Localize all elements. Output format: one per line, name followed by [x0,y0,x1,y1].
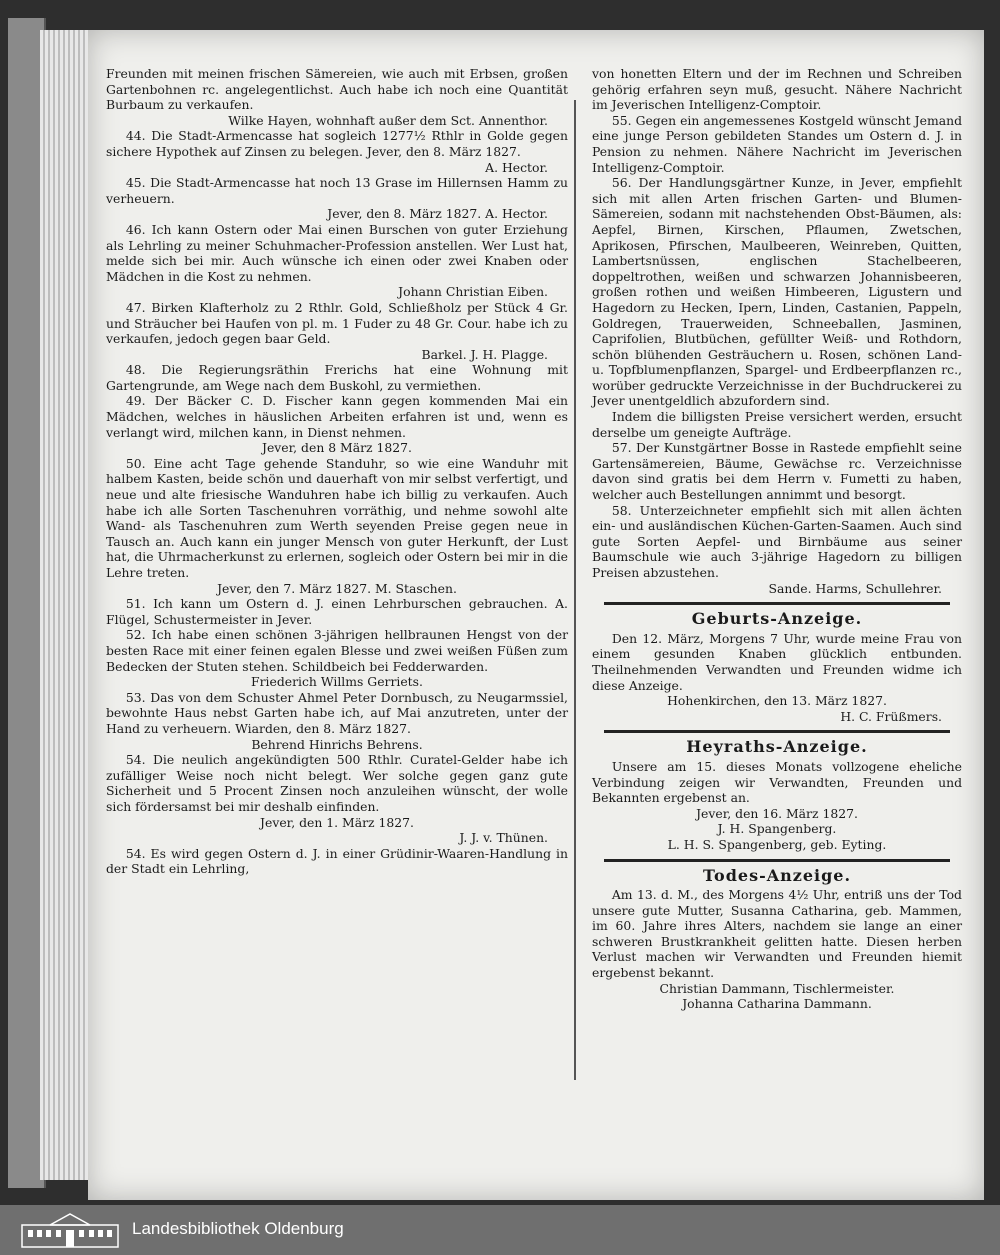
left-column [106,66,568,877]
right-column [592,66,962,1012]
article-paragraph: Freunden mit meinen frischen Sämereien, wie auch mit Erbsen, großen Gartenbohnen rc. angelegentlichst. Auch habe ich noch eine Quantität Burbaum zu verkaufen. [106,66,568,113]
article-paragraph: 53. Das von dem Schuster Ahmel Peter Dornbusch, zu Neugarmssiel, bewohnte Haus nebst Garten habe ich, auf Mai anzutreten, unter der Hand zu verheuern. Wiarden, den 8. März 1827. [106,689,568,736]
signature-line: Johann Christian Eiben. [398,284,548,300]
article-paragraph: 44. Die Stadt-Armencasse hat sogleich 1277½ Rthlr in Golde gegen sichere Hypothek auf Zinsen zu belegen. Jever, den 8. März 1827. [106,128,568,159]
signature-line: A. Hector. [485,159,548,175]
signature-line: H. C. Früßmers. [840,708,942,724]
article-paragraph: 55. Gegen ein angemessenes Kostgeld wünscht Jemand eine junge Person gebildeten Standes um Ostern d. J. in Pension zu nehmen. Nähere Nachricht im Jeverischen Intelligenz-Comptoir. [592,112,962,175]
section-heading: Heyraths-Anzeige. [686,737,868,757]
article-paragraph: 52. Ich habe einen schönen 3-jährigen hellbraunen Hengst von der besten Race mit einer feinen egalen Blesse und zwei weißen Füßen zum Bedecken der Stuten stehen. Schildbeich bei Fedderwarden. [106,627,568,674]
article-paragraph: 58. Unterzeichneter empfiehlt sich mit allen ächten ein- und ausländischen Küchen-Garten-Saamen. Auch sind gute Sorten Aepfel- und Birnbäume aus seiner Baumschule wie auch 3-jährige Hagedorn zu billigen Preisen abzustehen. [592,502,962,580]
section-divider [604,602,950,605]
footer-bar [0,1205,1000,1255]
section-heading: Geburts-Anzeige. [691,609,863,629]
article-paragraph: Den 12. März, Morgens 7 Uhr, wurde meine Frau von einem gesunden Knaben glücklich entbunden. Theilnehmenden Verwandten und Freunden widme ich diese Anzeige. [592,630,962,693]
signature-line: Behrend Hinrichs Behrens. [251,736,423,752]
article-paragraph: 49. Der Bäcker C. D. Fischer kann gegen kommenden Mai ein Mädchen, welches in häuslichen Arbeiten erfahren ist und, wenn es verlangt wird, milchen kann, in Dienst nehmen. [106,393,568,440]
signature-line: Johanna Catharina Dammann. [682,996,872,1012]
article-paragraph: 50. Eine acht Tage gehende Standuhr, so wie eine Wanduhr mit halbem Kasten, beide schön und dauerhaft von mir selbst verfertigt, und neue und alte friesische Wanduhren habe ich billig zu verkaufen. Auch habe ich alle Sorten Taschenuhren vorräthig, und nehme sowohl alte Wand- als Taschenuhren zum Werth seyenden Preise gegen neue in Tausch an. Auch kann ein junger Mensch von guter Herkunft, der Lust hat, die Uhrmacherkunst zu erlernen, sogleich oder Ostern bei mir in die Lehre treten. [106,455,568,580]
article-paragraph: von honetten Eltern und der im Rechnen und Schreiben gehörig erfahren seyn muß, gesucht. Nähere Nachricht im Jeverischen Intelligenz-Comptoir. [592,66,962,113]
signature-line: Friederich Willms Gerriets. [251,674,423,690]
section-divider [604,859,950,862]
article-paragraph: 46. Ich kann Ostern oder Mai einen Burschen von guter Erziehung als Lehrling zu meiner Schuhmacher-Profession anstellen. Wer Lust hat, melde sich bei mir. Auch wünsche ich einen oder zwei Knaben oder Mädchen in die Kost zu nehmen. [106,221,568,284]
signature-line: Hohenkirchen, den 13. März 1827. [667,693,887,709]
article-paragraph: 57. Der Kunstgärtner Bosse in Rastede empfiehlt seine Gartensämereien, Bäume, Gewächse rc. Verzeichnisse davon sind gratis bei dem Herrn v. Fumetti zu haben, welcher auch Bestellungen annimmt und besorgt. [592,440,962,503]
article-paragraph: 45. Die Stadt-Armencasse hat noch 13 Grase im Hillernsen Hamm zu verheuern. [106,175,568,206]
article-paragraph: 54. Die neulich angekündigten 500 Rthlr. Curatel-Gelder habe ich zufälliger Weise noch nicht belegt. Wer solche gegen ganz gute Sicherheit und 5 Procent Zinsen noch anzuleihen wünscht, der wolle sich fördersamst bei mir deshalb einfinden. [106,752,568,814]
signature-line: Jever, den 7. März 1827. M. Staschen. [217,580,457,596]
article-paragraph: 54. Es wird gegen Ostern d. J. in einer Grüdinir-Waaren-Handlung in der Stadt ein Lehrling, [106,845,568,877]
article-paragraph: 47. Birken Klafterholz zu 2 Rthlr. Gold, Schließholz per Stück 4 Gr. und Sträucher bei Haufen von pl. m. 1 Fuder zu 48 Gr. Cour. habe ich zu verkaufen, jedoch gegen baar Geld. [106,299,568,347]
signature-line: Jever, den 8. März 1827. A. Hector. [327,206,548,222]
signature-line: Christian Dammann, Tischlermeister. [659,980,895,996]
signature-line: J. H. Spangenberg. [717,821,837,837]
signature-line: Barkel. J. H. Plagge. [421,346,548,362]
article-paragraph: Unsere am 15. dieses Monats vollzogene eheliche Verbindung zeigen wir Verwandten, Freunden und Bekannten ergebenst an. [592,758,962,806]
signature-line: Wilke Hayen, wohnhaft außer dem Sct. Annenthor. [228,112,548,128]
article-paragraph: 51. Ich kann um Ostern d. J. einen Lehrburschen gebrauchen. A. Flügel, Schustermeister in Jever. [106,596,568,627]
footer-title[interactable]: Landesbibliothek Oldenburg [132,1219,344,1238]
article-paragraph: Am 13. d. M., des Morgens 4½ Uhr, entriß uns der Tod unsere gute Mutter, Susanna Catharina, geb. Mammen, im 60. Jahre ihres Alters, nachdem sie lange an einer schweren Brustkrankheit gelitten hatte. Diesen herben Verlust machen wir Verwandten und Freunden hiemit ergebenst bekannt. [592,887,962,981]
article-paragraph: 48. Die Regierungsräthin Frerichs hat eine Wohnung mit Gartengrunde, am Wege nach dem Buskohl, zu vermiethen. [106,362,568,393]
signature-line: Sande. Harms, Schullehrer. [768,580,942,596]
signature-line: J. J. v. Thünen. [459,830,548,846]
signature-line: Jever, den 1. März 1827. [260,814,414,830]
article-paragraph: 56. Der Handlungsgärtner Kunze, in Jever, empfiehlt sich mit allen Arten frischen Garten- und Blumen-Sämereien, sodann mit nachstehenden Obst-Bäumen, als: Aepfel, Birnen, Kirschen, Pflaumen, Zwetschen, Aprikosen, Pfirschen, Maulbeeren, Weinreben, Quitten, Lambertsnüssen, englischen Stachelbeeren, doppeltrothen, weißen und schwarzen Johannisbeeren, großen rothen und weißen Himbeeren, Ligustern und Hagedorn zu Hecken, Ipern, Linden, Castanien, Pappeln, Goldregen, Trauerweiden, Schneeballen, Jasminen, Caprifolien, Blutbüchen, gefüllter Weiß- und Rothdorn, schön blühenden Gesträuchern u. Rosen, schönen Land- u. Topfblumenpflanzen, Spargel- und Erdbeerpflanzen rc., worüber gedruckte Verzeichnisse in der Buchdruckerei zu Jever unentgeldlich abzufordern sind. [592,175,962,409]
section-divider [604,730,950,733]
column-rule [574,100,576,1080]
signature-line: L. H. S. Spangenberg, geb. Eyting. [667,836,887,852]
library-building-icon [20,1211,120,1249]
section-heading: Todes-Anzeige. [702,865,852,885]
signature-line: Jever, den 8 März 1827. [261,440,412,456]
article-paragraph: Indem die billigsten Preise versichert werden, ersucht derselbe um geneigte Aufträge. [592,409,962,440]
signature-line: Jever, den 16. März 1827. [696,805,858,821]
